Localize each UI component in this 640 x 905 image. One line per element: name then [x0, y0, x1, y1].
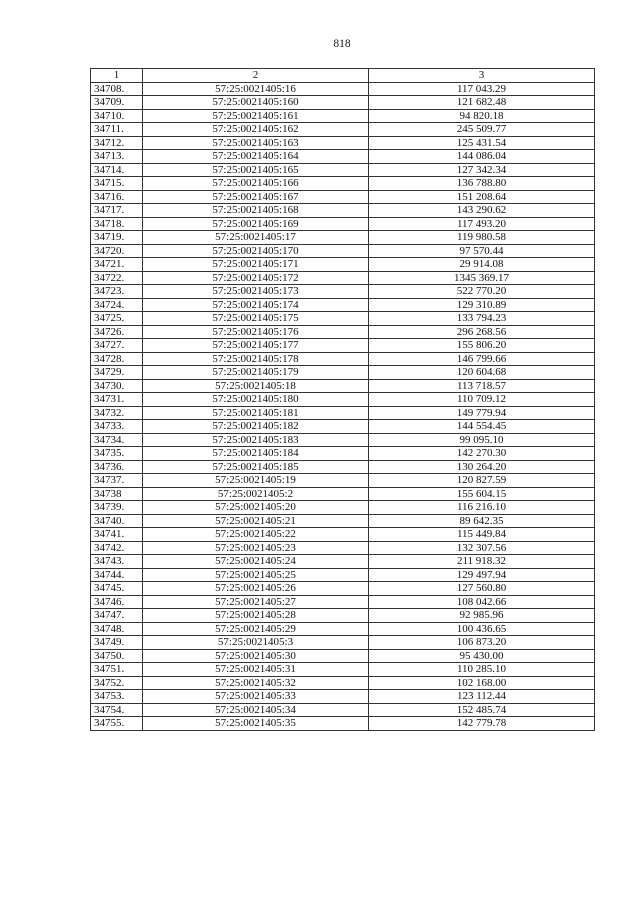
cadastral-number-cell: 57:25:0021405:19 [143, 474, 369, 488]
value-cell: 97 570.44 [369, 244, 595, 258]
value-cell: 119 980.58 [369, 231, 595, 245]
page-number: 818 [333, 38, 351, 50]
value-cell: 151 208.64 [369, 190, 595, 204]
cadastral-number-cell: 57:25:0021405:24 [143, 555, 369, 569]
cadastral-number-cell: 57:25:0021405:185 [143, 460, 369, 474]
row-number-cell: 34755. [91, 717, 143, 731]
row-number-cell: 34739. [91, 501, 143, 515]
cadastral-number-cell: 57:25:0021405:21 [143, 514, 369, 528]
cadastral-number-cell: 57:25:0021405:27 [143, 595, 369, 609]
row-number-cell: 34731. [91, 393, 143, 407]
table-row [91, 433, 595, 447]
row-number-cell: 34716. [91, 190, 143, 204]
cadastral-number-cell: 57:25:0021405:3 [143, 636, 369, 650]
table-row [91, 96, 595, 110]
table-row [91, 609, 595, 623]
table-row [91, 649, 595, 663]
row-number-cell: 34745. [91, 582, 143, 596]
value-cell: 113 718.57 [369, 379, 595, 393]
table-row [91, 312, 595, 326]
row-number-cell: 34743. [91, 555, 143, 569]
value-cell: 133 794.23 [369, 312, 595, 326]
cadastral-number-cell: 57:25:0021405:165 [143, 163, 369, 177]
value-cell: 143 290.62 [369, 204, 595, 218]
value-cell: 120 827.59 [369, 474, 595, 488]
value-cell: 245 509.77 [369, 123, 595, 137]
cadastral-number-cell: 57:25:0021405:29 [143, 622, 369, 636]
cadastral-number-cell: 57:25:0021405:174 [143, 298, 369, 312]
row-number-cell: 34709. [91, 96, 143, 110]
value-cell: 132 307.56 [369, 541, 595, 555]
cadastral-number-cell: 57:25:0021405:172 [143, 271, 369, 285]
cadastral-number-cell: 57:25:0021405:175 [143, 312, 369, 326]
value-cell: 110 709.12 [369, 393, 595, 407]
row-number-cell: 34746. [91, 595, 143, 609]
row-number-cell: 34732. [91, 406, 143, 420]
table-row [91, 703, 595, 717]
value-cell: 106 873.20 [369, 636, 595, 650]
cadastral-number-cell: 57:25:0021405:181 [143, 406, 369, 420]
row-number-cell: 34728. [91, 352, 143, 366]
cadastral-number-cell: 57:25:0021405:33 [143, 690, 369, 704]
value-cell: 29 914.08 [369, 258, 595, 272]
table-row [91, 690, 595, 704]
table-row [91, 555, 595, 569]
value-cell: 130 264.20 [369, 460, 595, 474]
table-row [91, 244, 595, 258]
cadastral-number-cell: 57:25:0021405:17 [143, 231, 369, 245]
cadastral-number-cell: 57:25:0021405:183 [143, 433, 369, 447]
row-number-cell: 34741. [91, 528, 143, 542]
value-cell: 155 604.15 [369, 487, 595, 501]
row-number-cell: 34717. [91, 204, 143, 218]
value-cell: 142 779.78 [369, 717, 595, 731]
value-cell: 99 095.10 [369, 433, 595, 447]
value-cell: 108 042.66 [369, 595, 595, 609]
row-number-cell: 34744. [91, 568, 143, 582]
cadastral-number-cell: 57:25:0021405:184 [143, 447, 369, 461]
cadastral-number-cell: 57:25:0021405:28 [143, 609, 369, 623]
table-row [91, 163, 595, 177]
value-cell: 125 431.54 [369, 136, 595, 150]
cadastral-number-cell: 57:25:0021405:182 [143, 420, 369, 434]
row-number-cell: 34715. [91, 177, 143, 191]
table-row [91, 123, 595, 137]
table-row [91, 150, 595, 164]
cadastral-number-cell: 57:25:0021405:31 [143, 663, 369, 677]
table-row [91, 514, 595, 528]
row-number-cell: 34727. [91, 339, 143, 353]
cadastral-number-cell: 57:25:0021405:162 [143, 123, 369, 137]
row-number-cell: 34738 [91, 487, 143, 501]
cadastral-number-cell: 57:25:0021405:23 [143, 541, 369, 555]
row-number-cell: 34754. [91, 703, 143, 717]
value-cell: 102 168.00 [369, 676, 595, 690]
table-row [91, 582, 595, 596]
row-number-cell: 34730. [91, 379, 143, 393]
cadastral-number-cell: 57:25:0021405:180 [143, 393, 369, 407]
value-cell: 115 449.84 [369, 528, 595, 542]
row-number-cell: 34712. [91, 136, 143, 150]
cadastral-number-cell: 57:25:0021405:30 [143, 649, 369, 663]
cadastral-number-cell: 57:25:0021405:161 [143, 109, 369, 123]
value-cell: 144 086.04 [369, 150, 595, 164]
row-number-cell: 34713. [91, 150, 143, 164]
table-row [91, 622, 595, 636]
cadastral-number-cell: 57:25:0021405:166 [143, 177, 369, 191]
value-cell: 117 493.20 [369, 217, 595, 231]
cadastral-number-cell: 57:25:0021405:169 [143, 217, 369, 231]
table-row [91, 406, 595, 420]
row-number-cell: 34733. [91, 420, 143, 434]
cadastral-number-cell: 57:25:0021405:35 [143, 717, 369, 731]
value-cell: 296 268.56 [369, 325, 595, 339]
value-cell: 522 770.20 [369, 285, 595, 299]
row-number-cell: 34720. [91, 244, 143, 258]
cadastral-number-cell: 57:25:0021405:176 [143, 325, 369, 339]
cadastral-number-cell: 57:25:0021405:20 [143, 501, 369, 515]
table-header-row [91, 69, 595, 83]
table-row [91, 82, 595, 96]
row-number-cell: 34721. [91, 258, 143, 272]
value-cell: 211 918.32 [369, 555, 595, 569]
value-cell: 95 430.00 [369, 649, 595, 663]
cadastral-number-cell: 57:25:0021405:163 [143, 136, 369, 150]
cadastral-number-cell: 57:25:0021405:179 [143, 366, 369, 380]
table-row [91, 420, 595, 434]
table-row [91, 501, 595, 515]
table-row [91, 177, 595, 191]
table-row [91, 460, 595, 474]
value-cell: 144 554.45 [369, 420, 595, 434]
column-header-value: 3 [369, 69, 595, 83]
value-cell: 123 112.44 [369, 690, 595, 704]
value-cell: 152 485.74 [369, 703, 595, 717]
value-cell: 117 043.29 [369, 82, 595, 96]
value-cell: 155 806.20 [369, 339, 595, 353]
cadastral-number-cell: 57:25:0021405:26 [143, 582, 369, 596]
table-row [91, 366, 595, 380]
table-row [91, 447, 595, 461]
table-row [91, 487, 595, 501]
table-row [91, 595, 595, 609]
registry-table [90, 68, 595, 731]
cadastral-number-cell: 57:25:0021405:18 [143, 379, 369, 393]
row-number-cell: 34725. [91, 312, 143, 326]
value-cell: 127 342.34 [369, 163, 595, 177]
table-row [91, 204, 595, 218]
cadastral-number-cell: 57:25:0021405:171 [143, 258, 369, 272]
table-row [91, 676, 595, 690]
row-number-cell: 34751. [91, 663, 143, 677]
table-row [91, 568, 595, 582]
cadastral-number-cell: 57:25:0021405:178 [143, 352, 369, 366]
row-number-cell: 34724. [91, 298, 143, 312]
cadastral-number-cell: 57:25:0021405:16 [143, 82, 369, 96]
row-number-cell: 34750. [91, 649, 143, 663]
row-number-cell: 34718. [91, 217, 143, 231]
row-number-cell: 34729. [91, 366, 143, 380]
table-row [91, 717, 595, 731]
value-cell: 136 788.80 [369, 177, 595, 191]
table-row [91, 352, 595, 366]
value-cell: 149 779.94 [369, 406, 595, 420]
row-number-cell: 34734. [91, 433, 143, 447]
value-cell: 1345 369.17 [369, 271, 595, 285]
cadastral-number-cell: 57:25:0021405:170 [143, 244, 369, 258]
row-number-cell: 34747. [91, 609, 143, 623]
cadastral-number-cell: 57:25:0021405:2 [143, 487, 369, 501]
table-row [91, 325, 595, 339]
table-row [91, 298, 595, 312]
cadastral-number-cell: 57:25:0021405:173 [143, 285, 369, 299]
cadastral-number-cell: 57:25:0021405:164 [143, 150, 369, 164]
value-cell: 142 270.30 [369, 447, 595, 461]
row-number-cell: 34742. [91, 541, 143, 555]
table-row [91, 231, 595, 245]
row-number-cell: 34748. [91, 622, 143, 636]
table-row [91, 636, 595, 650]
cadastral-number-cell: 57:25:0021405:34 [143, 703, 369, 717]
value-cell: 127 560.80 [369, 582, 595, 596]
row-number-cell: 34736. [91, 460, 143, 474]
column-header-number: 1 [91, 69, 143, 83]
table-row [91, 217, 595, 231]
table-row [91, 339, 595, 353]
row-number-cell: 34719. [91, 231, 143, 245]
row-number-cell: 34711. [91, 123, 143, 137]
value-cell: 129 497.94 [369, 568, 595, 582]
value-cell: 121 682.48 [369, 96, 595, 110]
value-cell: 92 985.96 [369, 609, 595, 623]
row-number-cell: 34714. [91, 163, 143, 177]
row-number-cell: 34722. [91, 271, 143, 285]
cadastral-number-cell: 57:25:0021405:168 [143, 204, 369, 218]
value-cell: 94 820.18 [369, 109, 595, 123]
table-row [91, 258, 595, 272]
cadastral-number-cell: 57:25:0021405:167 [143, 190, 369, 204]
table-row [91, 541, 595, 555]
value-cell: 116 216.10 [369, 501, 595, 515]
table-row [91, 285, 595, 299]
row-number-cell: 34710. [91, 109, 143, 123]
table-row [91, 190, 595, 204]
table-row [91, 393, 595, 407]
value-cell: 129 310.89 [369, 298, 595, 312]
value-cell: 146 799.66 [369, 352, 595, 366]
row-number-cell: 34726. [91, 325, 143, 339]
table-row [91, 136, 595, 150]
row-number-cell: 34708. [91, 82, 143, 96]
table-row [91, 663, 595, 677]
cadastral-number-cell: 57:25:0021405:22 [143, 528, 369, 542]
table-body [91, 82, 595, 730]
row-number-cell: 34753. [91, 690, 143, 704]
cadastral-number-cell: 57:25:0021405:160 [143, 96, 369, 110]
table-row [91, 528, 595, 542]
value-cell: 100 436.65 [369, 622, 595, 636]
row-number-cell: 34740. [91, 514, 143, 528]
value-cell: 110 285.10 [369, 663, 595, 677]
row-number-cell: 34737. [91, 474, 143, 488]
cadastral-number-cell: 57:25:0021405:25 [143, 568, 369, 582]
row-number-cell: 34723. [91, 285, 143, 299]
row-number-cell: 34752. [91, 676, 143, 690]
value-cell: 89 642.35 [369, 514, 595, 528]
column-header-cadastral: 2 [143, 69, 369, 83]
cadastral-number-cell: 57:25:0021405:177 [143, 339, 369, 353]
row-number-cell: 34735. [91, 447, 143, 461]
cadastral-number-cell: 57:25:0021405:32 [143, 676, 369, 690]
table-row [91, 379, 595, 393]
value-cell: 120 604.68 [369, 366, 595, 380]
table-row [91, 109, 595, 123]
table-row [91, 474, 595, 488]
row-number-cell: 34749. [91, 636, 143, 650]
table-row [91, 271, 595, 285]
